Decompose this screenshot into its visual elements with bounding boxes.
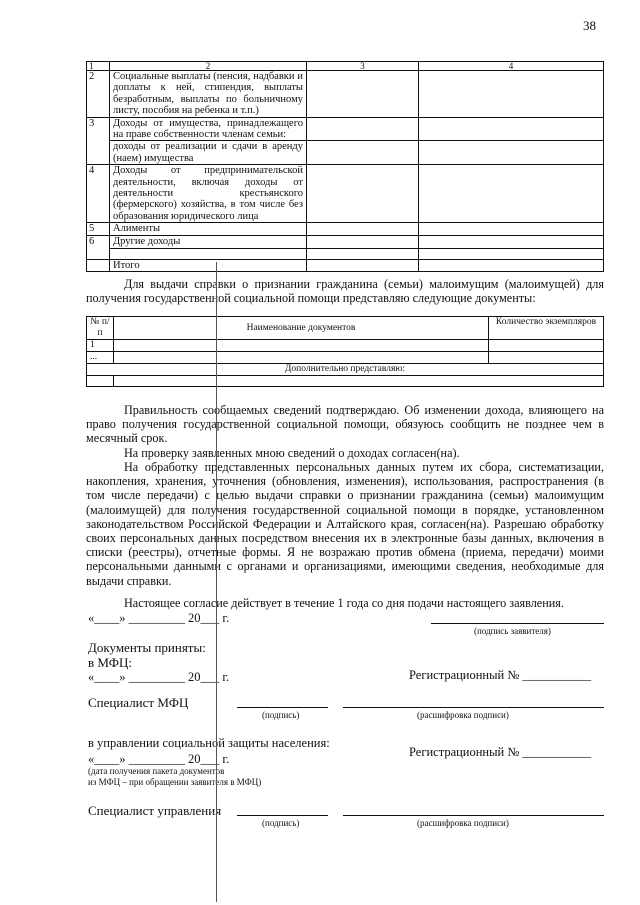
specialist-usz-label: Специалист управления xyxy=(88,803,222,818)
row-number: 2 xyxy=(87,71,110,118)
input-cell[interactable] xyxy=(419,259,604,271)
input-cell[interactable] xyxy=(419,71,604,118)
usz-date-note-2: из МФЦ – при обращении заявителя в МФЦ) xyxy=(88,777,262,787)
input-cell[interactable] xyxy=(114,352,489,364)
row-number xyxy=(87,259,110,271)
usz-reg-number[interactable]: Регистрационный № ___________ xyxy=(409,745,592,759)
usz-signature-line[interactable] xyxy=(237,815,328,816)
row-number: 1 xyxy=(87,340,114,352)
col-name-header: Наименование документов xyxy=(114,317,489,340)
usz-date[interactable]: «____» _________ 20___ г. xyxy=(88,752,230,766)
input-cell[interactable] xyxy=(489,340,604,352)
paragraph-personal-data: На обработку представленных персональных данных путем их сбора, систематизации, накопления, хранения, уточнения (обновления, изменения), использования, распространения (в том числе передачи) с целью выдачи справки о признании гражданина (семьи) малоимущим (малоимущей) для получения государственной социальной помощи в порядке, установленном законодательством Российской Федерации и Алтайского края, согласен(на). Разрешаю обработку своих персональных данных посредством внесения их в электронные базы данных, включения в списки (реестры), отчетные формы. Я не возражаю против обмена (приема, передачи) моими персональными данными с органами и организациями, имеющими сведения, необходимые для выдачи справки. xyxy=(86,460,604,588)
input-cell[interactable] xyxy=(307,248,419,259)
usz-signature-caption: (подпись) xyxy=(262,818,300,828)
row-number: 5 xyxy=(87,223,110,235)
table-row xyxy=(87,71,604,118)
input-cell[interactable] xyxy=(419,117,604,141)
row-number: 6 xyxy=(87,235,110,259)
table-row xyxy=(87,223,604,235)
table-row xyxy=(87,165,604,223)
header-cell: 2 xyxy=(110,62,307,71)
input-cell[interactable] xyxy=(489,352,604,364)
table-row xyxy=(87,248,604,259)
table-row xyxy=(87,340,604,352)
input-cell[interactable] xyxy=(307,235,419,248)
applicant-signature-caption: (подпись заявителя) xyxy=(474,626,551,636)
row-description: Алименты xyxy=(110,223,307,235)
header-cell: 1 xyxy=(87,62,110,71)
input-cell[interactable] xyxy=(114,376,604,387)
header-cell: 4 xyxy=(419,62,604,71)
input-cell[interactable] xyxy=(307,223,419,235)
mfc-date[interactable]: «____» _________ 20___ г. xyxy=(88,670,230,684)
row-number: 4 xyxy=(87,165,110,223)
table-row xyxy=(87,376,604,387)
input-cell[interactable] xyxy=(419,141,604,165)
income-table xyxy=(86,61,604,272)
row-description: доходы от реализации и сдачи в аренду (наем) имущества xyxy=(110,141,307,165)
row-number: 3 xyxy=(87,117,110,165)
mfc-label: в МФЦ: xyxy=(88,655,133,670)
paragraph-consent-check: На проверку заявленных мною сведений о доходах согласен(на). xyxy=(124,446,460,460)
table-row xyxy=(87,117,604,141)
table-row xyxy=(87,352,604,364)
mfc-signature-caption: (подпись) xyxy=(262,710,300,720)
mfc-reg-number[interactable]: Регистрационный № ___________ xyxy=(409,668,592,682)
scan-artifact-line xyxy=(216,262,217,902)
row-description-empty xyxy=(110,248,307,259)
mfc-decoding-caption: (расшифровка подписи) xyxy=(417,710,509,720)
input-cell[interactable] xyxy=(114,340,489,352)
row-number: ... xyxy=(87,352,114,364)
input-cell[interactable] xyxy=(419,165,604,223)
input-cell[interactable] xyxy=(307,141,419,165)
input-cell[interactable] xyxy=(87,376,114,387)
table-header-row xyxy=(87,317,604,340)
mfc-decoding-line[interactable] xyxy=(343,707,604,708)
input-cell[interactable] xyxy=(419,223,604,235)
input-cell[interactable] xyxy=(419,248,604,259)
input-cell[interactable] xyxy=(307,117,419,141)
table-row-total xyxy=(87,259,604,271)
mfc-signature-line[interactable] xyxy=(237,707,328,708)
documents-table xyxy=(86,316,604,387)
col-num-header: № п/п xyxy=(87,317,114,340)
usz-decoding-line[interactable] xyxy=(343,815,604,816)
accepted-title: Документы приняты: xyxy=(88,640,206,655)
row-description: Социальные выплаты (пенсия, надбавки и доплаты к ней, стипендия, выплаты безработным, выплаты по больничному листу, пособия на ребенка и т.п.) xyxy=(110,71,307,118)
paragraph-confirm: Правильность сообщаемых сведений подтверждаю. Об изменении дохода, влияющего на право получения государственной социальной помощи, обязуюсь сообщить не позднее чем в месячный срок. xyxy=(86,403,604,446)
applicant-date[interactable]: «____» _________ 20___ г. xyxy=(88,611,230,625)
usz-label: в управлении социальной защиты населения: xyxy=(88,736,330,750)
paragraph-validity: Настоящее согласие действует в течение 1 года со дня подачи настоящего заявления. xyxy=(124,596,564,610)
row-description: Доходы от предпринимательской деятельности, включая доходы от деятельности крестьянского (фермерского) хозяйства, в том числе без образования юридического лица xyxy=(110,165,307,223)
table-row xyxy=(87,235,604,248)
table-header-row xyxy=(87,62,604,71)
additional-label: Дополнительно представляю: xyxy=(87,364,604,376)
row-description: Другие доходы xyxy=(110,235,307,248)
usz-decoding-caption: (расшифровка подписи) xyxy=(417,818,509,828)
input-cell[interactable] xyxy=(307,259,419,271)
row-description: Доходы от имущества, принадлежащего на праве собственности членам семьи: xyxy=(110,117,307,141)
row-description: Итого xyxy=(110,259,307,271)
input-cell[interactable] xyxy=(419,235,604,248)
specialist-mfc-label: Специалист МФЦ xyxy=(88,695,189,710)
col-qty-header: Количество экземпляров xyxy=(489,317,604,340)
input-cell[interactable] xyxy=(307,71,419,118)
applicant-signature-line[interactable] xyxy=(431,623,604,624)
table-row xyxy=(87,141,604,165)
header-cell: 3 xyxy=(307,62,419,71)
usz-date-note-1: (дата получения пакета документов xyxy=(88,766,225,776)
table-row xyxy=(87,364,604,376)
page-number: 38 xyxy=(583,18,596,33)
docs-intro: Для выдачи справки о признании гражданина (семьи) малоимущим (малоимущей) для получения государственной социальной помощи представляю следующие документы: xyxy=(86,277,604,306)
input-cell[interactable] xyxy=(307,165,419,223)
